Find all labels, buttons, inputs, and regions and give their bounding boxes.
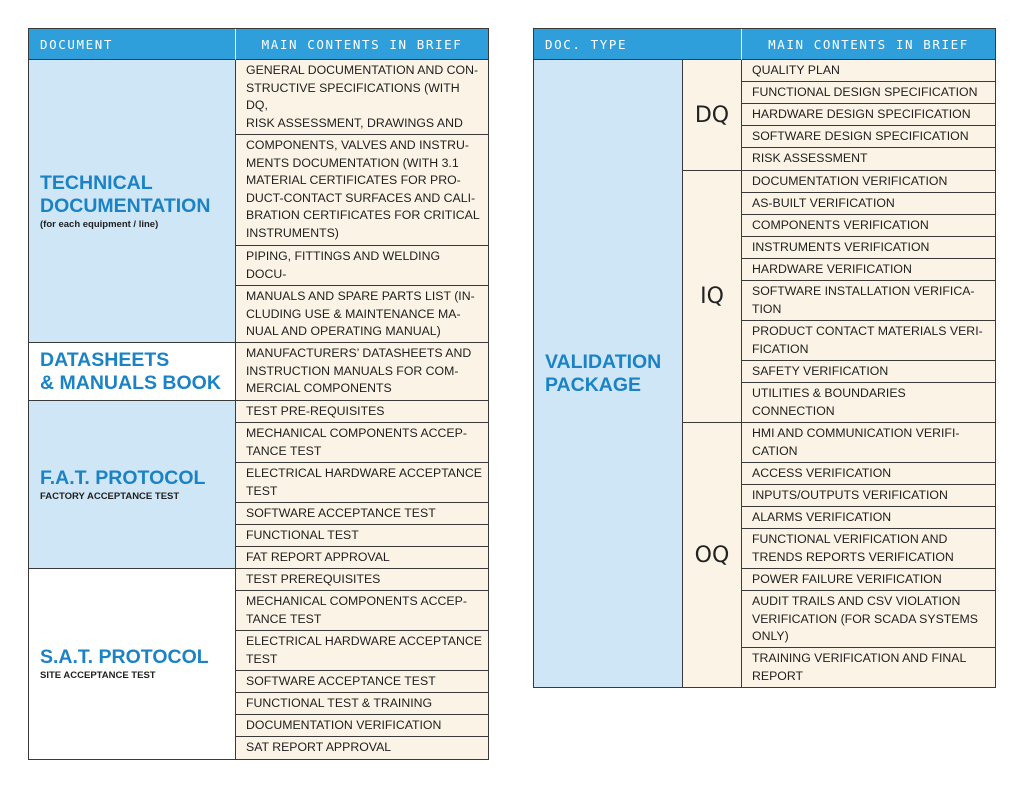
table-cell: INPUTS/OUTPUTS VERIFICATION bbox=[742, 485, 995, 507]
table-cell: SOFTWARE DESIGN SPECIFICATION bbox=[742, 126, 995, 148]
table-cell: FUNCTIONAL TEST & TRAINING bbox=[236, 693, 488, 715]
table-cell: UTILITIES & BOUNDARIES CONNECTION bbox=[742, 383, 995, 423]
subgroup-label-oq: OQ bbox=[683, 423, 742, 687]
table-cell: SOFTWARE INSTALLATION VERIFICA- TION bbox=[742, 281, 995, 321]
subgroup-label-iq: IQ bbox=[683, 171, 742, 423]
table-cell: MANUALS AND SPARE PARTS LIST (IN- CLUDING USE & MAINTENANCE MA- NUAL AND OPERATING MANUAL) bbox=[236, 286, 488, 343]
group-validation-package bbox=[534, 60, 683, 687]
header-doc-type: DOC. TYPE bbox=[534, 29, 742, 60]
table-cell: INSTRUMENTS VERIFICATION bbox=[742, 237, 995, 259]
header-main-contents: MAIN CONTENTS IN BRIEF bbox=[236, 29, 488, 60]
table-cell: SOFTWARE ACCEPTANCE TEST bbox=[236, 503, 488, 525]
group-title: VALIDATION PACKAGE bbox=[545, 350, 662, 396]
table-cell: DOCUMENTATION VERIFICATION bbox=[236, 715, 488, 737]
table-cell: HARDWARE VERIFICATION bbox=[742, 259, 995, 281]
table-cell: SAFETY VERIFICATION bbox=[742, 361, 995, 383]
validation-table bbox=[533, 28, 996, 688]
header-document: DOCUMENT bbox=[29, 29, 236, 60]
table-cell: AUDIT TRAILS AND CSV VIOLATION VERIFICATION (FOR SCADA SYSTEMS ONLY) bbox=[742, 591, 995, 648]
document-table bbox=[28, 28, 489, 760]
table-cell: MANUFACTURERS’ DATASHEETS AND INSTRUCTION MANUALS FOR COM- MERCIAL COMPONENTS bbox=[236, 343, 488, 401]
table-cell: ELECTRICAL HARDWARE ACCEPTANCE TEST bbox=[236, 463, 488, 503]
table-cell: DOCUMENTATION VERIFICATION bbox=[742, 171, 995, 193]
table-cell: POWER FAILURE VERIFICATION bbox=[742, 569, 995, 591]
group-datasheets-manuals bbox=[29, 343, 236, 401]
group-sat-protocol bbox=[29, 569, 236, 759]
table-cell: TEST PRE-REQUISITES bbox=[236, 401, 488, 423]
table-cell: SOFTWARE ACCEPTANCE TEST bbox=[236, 671, 488, 693]
table-cell: ACCESS VERIFICATION bbox=[742, 463, 995, 485]
table-cell: MECHANICAL COMPONENTS ACCEP- TANCE TEST bbox=[236, 423, 488, 463]
table-cell: TEST PREREQUISITES bbox=[236, 569, 488, 591]
table-cell: RISK ASSESSMENT bbox=[742, 148, 995, 171]
group-fat-protocol bbox=[29, 401, 236, 569]
table-cell: PIPING, FITTINGS AND WELDING DOCU- bbox=[236, 246, 488, 286]
table-cell: COMPONENTS, VALVES AND INSTRU- MENTS DOCUMENTATION (WITH 3.1 MATERIAL CERTIFICATES FOR PRO- DUCT-CONTACT SURFACES AND CALI- BRATION CERTIFICATES FOR CRITICAL INSTRUMENTS) bbox=[236, 135, 488, 246]
table-cell: FUNCTIONAL VERIFICATION AND TRENDS REPORTS VERIFICATION bbox=[742, 529, 995, 569]
table-cell: ALARMS VERIFICATION bbox=[742, 507, 995, 529]
group-subtitle: (for each equipment / line) bbox=[40, 218, 159, 230]
group-title: S.A.T. PROTOCOL bbox=[40, 646, 209, 668]
table-cell: HMI AND COMMUNICATION VERIFI- CATION bbox=[742, 423, 995, 463]
group-subtitle: FACTORY ACCEPTANCE TEST bbox=[40, 490, 180, 502]
table-cell: HARDWARE DESIGN SPECIFICATION bbox=[742, 104, 995, 126]
table-cell: FUNCTIONAL DESIGN SPECIFICATION bbox=[742, 82, 995, 104]
table-cell: ELECTRICAL HARDWARE ACCEPTANCE TEST bbox=[236, 631, 488, 671]
subgroup-label-dq: DQ bbox=[683, 60, 742, 171]
table-cell: FUNCTIONAL TEST bbox=[236, 525, 488, 547]
table-cell: FAT REPORT APPROVAL bbox=[236, 547, 488, 569]
table-cell: MECHANICAL COMPONENTS ACCEP- TANCE TEST bbox=[236, 591, 488, 631]
table-cell: PRODUCT CONTACT MATERIALS VERI- FICATION bbox=[742, 321, 995, 361]
table-cell: QUALITY PLAN bbox=[742, 60, 995, 82]
table-cell: AS-BUILT VERIFICATION bbox=[742, 193, 995, 215]
table-cell: SAT REPORT APPROVAL bbox=[236, 737, 488, 759]
group-subtitle: SITE ACCEPTANCE TEST bbox=[40, 670, 156, 681]
group-title: TECHNICAL DOCUMENTATION bbox=[40, 171, 211, 217]
table-cell: COMPONENTS VERIFICATION bbox=[742, 215, 995, 237]
group-technical-documentation bbox=[29, 60, 236, 343]
group-title: DATASHEETS & MANUALS BOOK bbox=[40, 348, 221, 394]
group-title: F.A.T. PROTOCOL bbox=[40, 466, 206, 489]
table-cell: TRAINING VERIFICATION AND FINAL REPORT bbox=[742, 648, 995, 687]
header-main-contents: MAIN CONTENTS IN BRIEF bbox=[742, 29, 995, 60]
table-cell: GENERAL DOCUMENTATION AND CON- STRUCTIVE SPECIFICATIONS (WITH DQ, RISK ASSESSMENT, DRAWINGS AND bbox=[236, 60, 488, 135]
